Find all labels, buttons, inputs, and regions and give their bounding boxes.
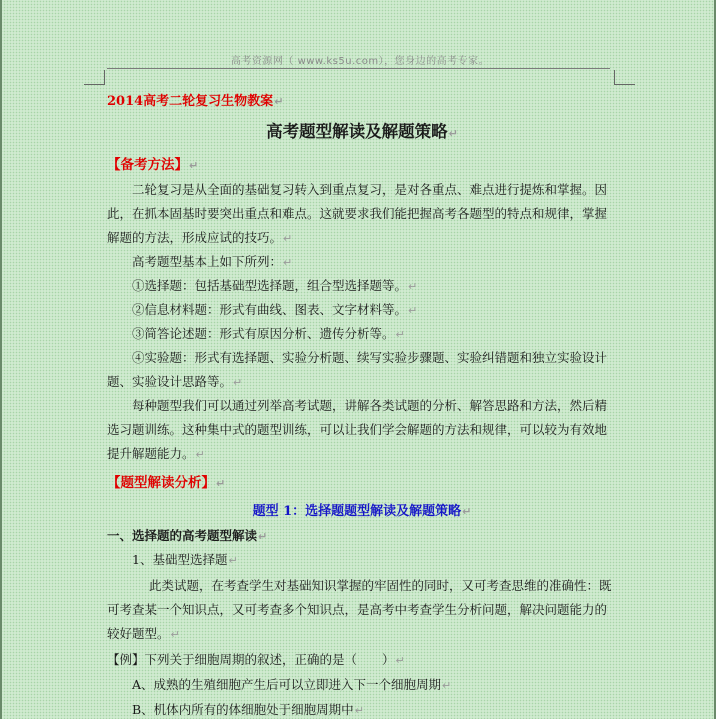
heading-level2: 1、基础型选择题↵: [132, 552, 238, 567]
header-site-text: 高考资源网（ www.ks5u.com），您身边的高考专家。: [230, 56, 490, 67]
doc-title: 高考题型解读及解题策略↵: [266, 122, 458, 141]
para-line: 较好题型。↵: [107, 626, 180, 641]
para-line: 此，在抓本固基时要突出重点和难点。这就要求我们能把握高考各题型的特点和规律，掌握: [107, 206, 608, 221]
para-line: 选习题训练。这种集中式的题型训练，可以让我们学会解题的方法和规律，可以较为有效地: [107, 422, 608, 437]
doc-label: 2014高考二轮复习生物教案↵: [107, 94, 284, 109]
para-line: 提升解题能力。↵: [107, 446, 205, 461]
margin-corner-right: [614, 70, 635, 85]
section-heading-prep: 【备考方法】↵: [107, 157, 199, 173]
section-heading-analysis: 【题型解读分析】↵: [107, 475, 226, 491]
list-item: ①选择题：包括基础型选择题，组合型选择题等。↵: [132, 278, 418, 293]
list-item: ③简答论述题：形式有原因分析、遗传分析等。↵: [132, 326, 405, 341]
subtitle-type1: 题型 1：选择题题型解读及解题策略↵: [252, 504, 472, 519]
option-a: A、成熟的生殖细胞产生后可以立即进入下一个细胞周期↵: [132, 677, 452, 692]
list-item-continued: 题、实验设计思路等。↵: [107, 374, 243, 389]
heading-level1: 一、选择题的高考题型解读↵: [107, 528, 268, 543]
header-rule: [107, 68, 610, 69]
para-line: 每种题型我们可以通过列举高考试题，讲解各类试题的分析、解答思路和方法，然后精: [132, 398, 608, 413]
example-question: 【例】下列关于细胞周期的叙述，正确的是（ ）↵: [107, 652, 405, 667]
para-line: 此类试题，在考查学生对基础知识掌握的牢固性的同时，又可考查思维的准确性：既: [149, 578, 612, 593]
list-item: ②信息材料题：形式有曲线、图表、文字材料等。↵: [132, 302, 418, 317]
option-b: B、机体内所有的体细胞处于细胞周期中↵: [132, 702, 364, 717]
para-line: 可考查某一个知识点，又可考查多个知识点，是高考中考查学生分析问题，解决问题能力的: [107, 602, 608, 617]
list-item: ④实验题：形式有选择题、实验分析题、续写实验步骤题、实验纠错题和独立实验设计: [132, 350, 608, 365]
para-line: 解题的方法，形成应试的技巧。↵: [107, 230, 293, 245]
list-intro: 高考题型基本上如下所列：↵: [132, 254, 293, 269]
para-line: 二轮复习是从全面的基础复习转入到重点复习，是对各重点、难点进行提炼和掌握。因: [132, 182, 608, 197]
margin-corner-left: [84, 70, 105, 85]
